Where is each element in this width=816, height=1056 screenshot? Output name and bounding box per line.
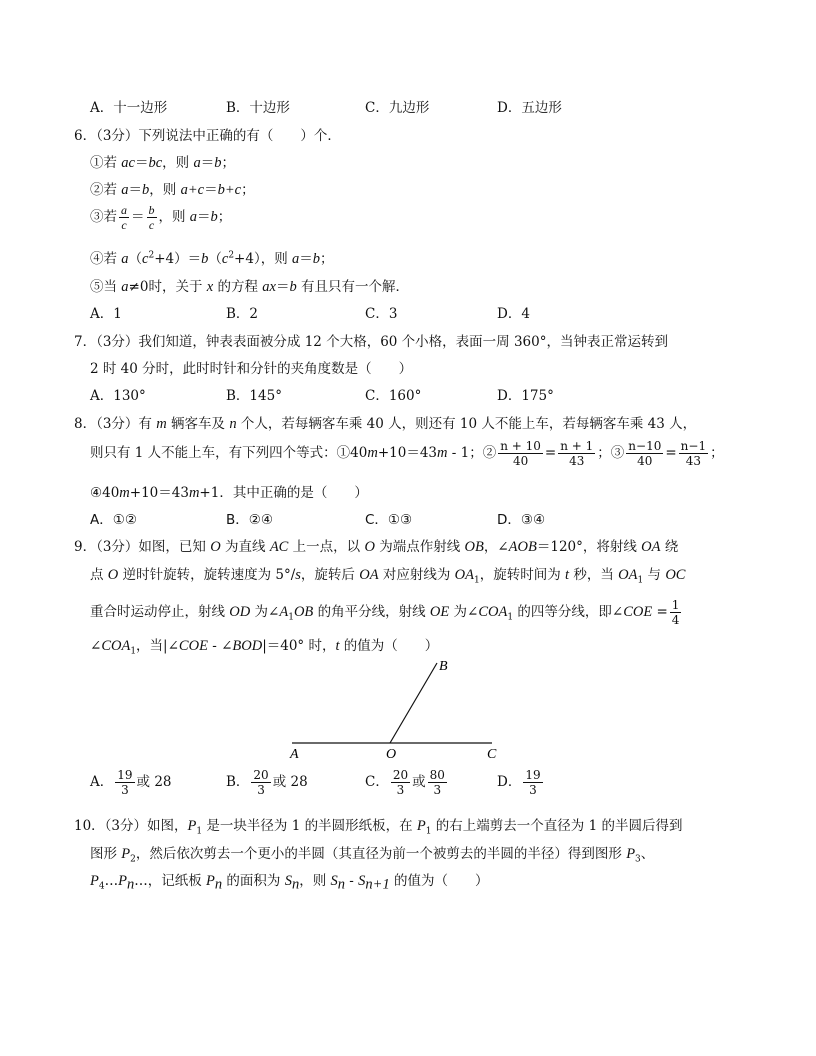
q5-option-a: A．十一边形 xyxy=(90,100,168,116)
q9-option-a: A． $\frac{19}{3}$ 或 28 xyxy=(90,768,172,797)
point-a-label: A xyxy=(290,747,299,762)
q10-line-2: 图形 $P_2$，然后依次剪去一个更小的半圆（其直径为前一个被剪去的半圆的半径）得到图形 $P_3$、 xyxy=(90,846,655,865)
q6-option-c: C．3 xyxy=(365,306,398,322)
fraction: $\frac{19}{3}$ xyxy=(525,768,541,797)
q8-line-2: 则只有 1 人不能上车，有下列四个等式：①40m+10＝43m - 1；② $\frac{n + 10}{40}$ = $\frac{n + 1}{43}$ ；③ $\frac{n-10}{40}$ = $\frac{n-1}{43}$ ； xyxy=(90,439,724,468)
q8-option-a: A．①② xyxy=(90,512,137,528)
q9-option-b: B． $\frac{20}{3}$ 或 28 xyxy=(226,768,308,797)
fraction: $\frac{n + 10}{40}$ xyxy=(500,439,541,468)
fraction: $\frac{19}{3}$ xyxy=(117,768,133,797)
q6-statement-2: ②若 a＝b，则 a+c＝b+c； xyxy=(90,182,255,198)
q5-option-d: D．五边形 xyxy=(497,100,562,116)
q6-option-d: D．4 xyxy=(497,306,530,322)
fraction: $\frac{a}{c}$ xyxy=(121,203,127,232)
q9-line-3: 重合时运动停止，射线 OD 为$\angle A_1OB$ 的角平分线，射线 OE 为$\angle COA_1$ 的四等分线，即∠COE = $\frac{1}{4}$ xyxy=(90,598,680,627)
point-o-label: O xyxy=(386,747,397,762)
ray-ob xyxy=(390,663,437,743)
q6-statement-4: ④若 $a(c^2+4)=b(c^2+4)$，则 a＝b； xyxy=(90,250,334,267)
point-c-label: C xyxy=(487,747,497,762)
fraction: $\frac{n-1}{43}$ xyxy=(680,439,707,468)
q10-line-3: $P_4\dots P_n\dots$，记纸板 $P_n$ 的面积为 $S_n$，则 $S_n - S_{n+1}$ 的值为（ ） xyxy=(90,873,489,893)
q8-option-c: C．①③ xyxy=(365,512,413,528)
q8-line-3: ④40m+10＝43m+1．其中正确的是（ ） xyxy=(90,485,368,501)
q6-stem: 6．（3分）下列说法中正确的有（ ）个． xyxy=(74,128,341,144)
fraction: $\frac{n + 1}{43}$ xyxy=(560,439,594,468)
fraction: $\frac{n-10}{40}$ xyxy=(628,439,662,468)
q6-option-b: B．2 xyxy=(226,306,259,322)
fraction: $\frac{80}{3}$ xyxy=(429,768,445,797)
q9-line-4: $\angle COA_1$，当|∠COE - ∠BOD|＝40° 时，t 的值为（ ） xyxy=(90,638,439,657)
q10-line-1: 10．（3分）如图，$P_1$ 是一块半径为 1 的半圆形纸板，在 $P_1$ 的右上端剪去一个直径为 1 的半圆后得到 xyxy=(74,818,683,837)
q6-option-a: A．1 xyxy=(90,306,122,322)
q9-option-d: D． $\frac{19}{3}$ xyxy=(497,768,541,797)
q6-statement-3: ③若 $\frac{a}{c}$ ＝ $\frac{b}{c}$ ，则 a＝b； xyxy=(90,203,232,232)
q6-statement-1: ①若 ac＝bc，则 a＝b； xyxy=(90,155,235,171)
q9-option-c: C． $\frac{20}{3}$ 或 $\frac{80}{3}$ xyxy=(365,768,445,797)
q7-option-a: A．130° xyxy=(90,388,146,404)
q8-option-d: D．③④ xyxy=(497,512,546,528)
q6-statement-5: ⑤当 a≠0时，关于 x 的方程 ax＝b 有且只有一个解． xyxy=(90,279,410,295)
q9-line-1: 9．（3分）如图，已知 O 为直线 AC 上一点，以 O 为端点作射线 OB，∠AOB＝120°，将射线 OA 绕 xyxy=(74,539,679,555)
fraction: $\frac{20}{3}$ xyxy=(392,768,409,797)
fraction: $\frac{b}{c}$ xyxy=(148,203,155,232)
q8-option-b: B．②④ xyxy=(226,512,273,528)
q8-line-1: 8．（3分）有 m 辆客车及 n 个人，若每辆客车乘 40 人，则还有 10 人不能上车，若每辆客车乘 43 人， xyxy=(74,416,697,432)
fraction: $\frac{1}{4}$ xyxy=(671,598,680,627)
q7-line-1: 7．（3分）我们知道，钟表表面被分成 12 个大格，60 个小格，表面一周 360°，当钟表正常运转到 xyxy=(74,334,668,350)
q5-option-c: C．九边形 xyxy=(365,100,430,116)
q9-line-2: 点 O 逆时针旋转，旋转速度为 5°/s，旋转后 OA 对应射线为 $OA_1$，旋转时间为 t 秒，当 $OA_1$ 与 OC xyxy=(90,567,686,586)
q5-option-b: B．十边形 xyxy=(226,100,290,116)
q7-option-b: B．145° xyxy=(226,388,282,404)
fraction: $\frac{20}{3}$ xyxy=(253,768,269,797)
q7-option-c: C．160° xyxy=(365,388,422,404)
q7-line-2: 2 时 40 分时，此时时针和分针的夹角度数是（ ） xyxy=(90,361,413,377)
q7-option-d: D．175° xyxy=(497,388,554,404)
q9-angle-figure xyxy=(280,655,510,765)
point-b-label: B xyxy=(439,659,448,674)
